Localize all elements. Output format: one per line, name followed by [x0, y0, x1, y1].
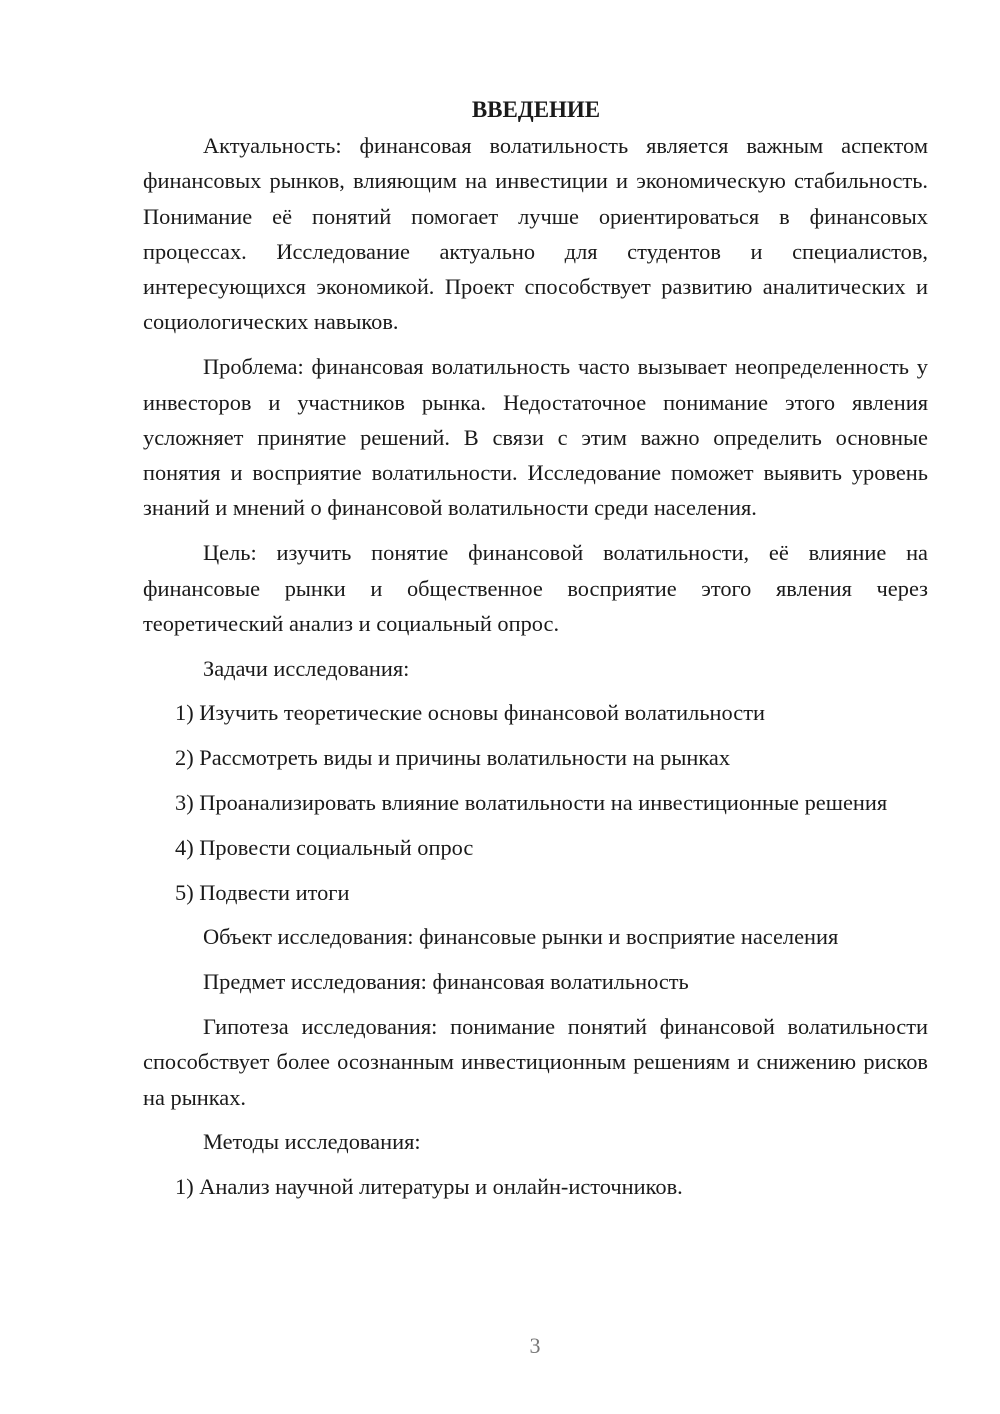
document-page	[143, 92, 928, 1214]
page-number: 3	[529, 1333, 541, 1358]
section-heading: ВВЕДЕНИЕ	[471, 97, 601, 122]
task-item: 3) Проанализировать влияние волатильности на инвестиционные решения	[175, 790, 888, 816]
research-object: Объект исследования: финансовые рынки и восприятие населения	[203, 924, 839, 950]
tasks-title: Задачи исследования:	[203, 655, 410, 681]
method-item: 1) Анализ научной литературы и онлайн-источников.	[175, 1174, 683, 1200]
task-item: 4) Провести социальный опрос	[175, 834, 474, 860]
task-item: 2) Рассмотреть виды и причины волатильности на рынках	[175, 745, 731, 771]
methods-title: Методы исследования:	[203, 1129, 421, 1155]
task-item: 5) Подвести итоги	[175, 879, 350, 905]
hypothesis-paragraph: Гипотеза исследования: понимание понятий финансовой волатильности способствует более осознанным инвестиционным решениям и снижению рисков на рынках.	[143, 1014, 928, 1110]
goal-paragraph: Цель: изучить понятие финансовой волатильности, её влияние на финансовые рынки и общественное восприятие этого явления через теоретический анализ и социальный опрос.	[143, 540, 928, 636]
problem-paragraph: Проблема: финансовая волатильность часто вызывает неопределенность у инвесторов и участников рынка. Недостаточное понимание этого явления усложняет принятие решений. В связи с этим важно определить основные понятия и восприятие волатильности. Исследование поможет выявить уровень знаний и мнений о финансовой волатильности среди населения.	[143, 354, 928, 521]
task-item: 1) Изучить теоретические основы финансовой волатильности	[175, 700, 765, 726]
relevance-paragraph: Актуальность: финансовая волатильность является важным аспектом финансовых рынков, влияющим на инвестиции и экономическую стабильность. Понимание её понятий помогает лучше ориентироваться в финансовых процессах. Исследование актуально для студентов и специалистов, интересующихся экономикой. Проект способствует развитию аналитических и социологических навыков.	[143, 133, 928, 335]
research-subject: Предмет исследования: финансовая волатильность	[203, 969, 689, 995]
